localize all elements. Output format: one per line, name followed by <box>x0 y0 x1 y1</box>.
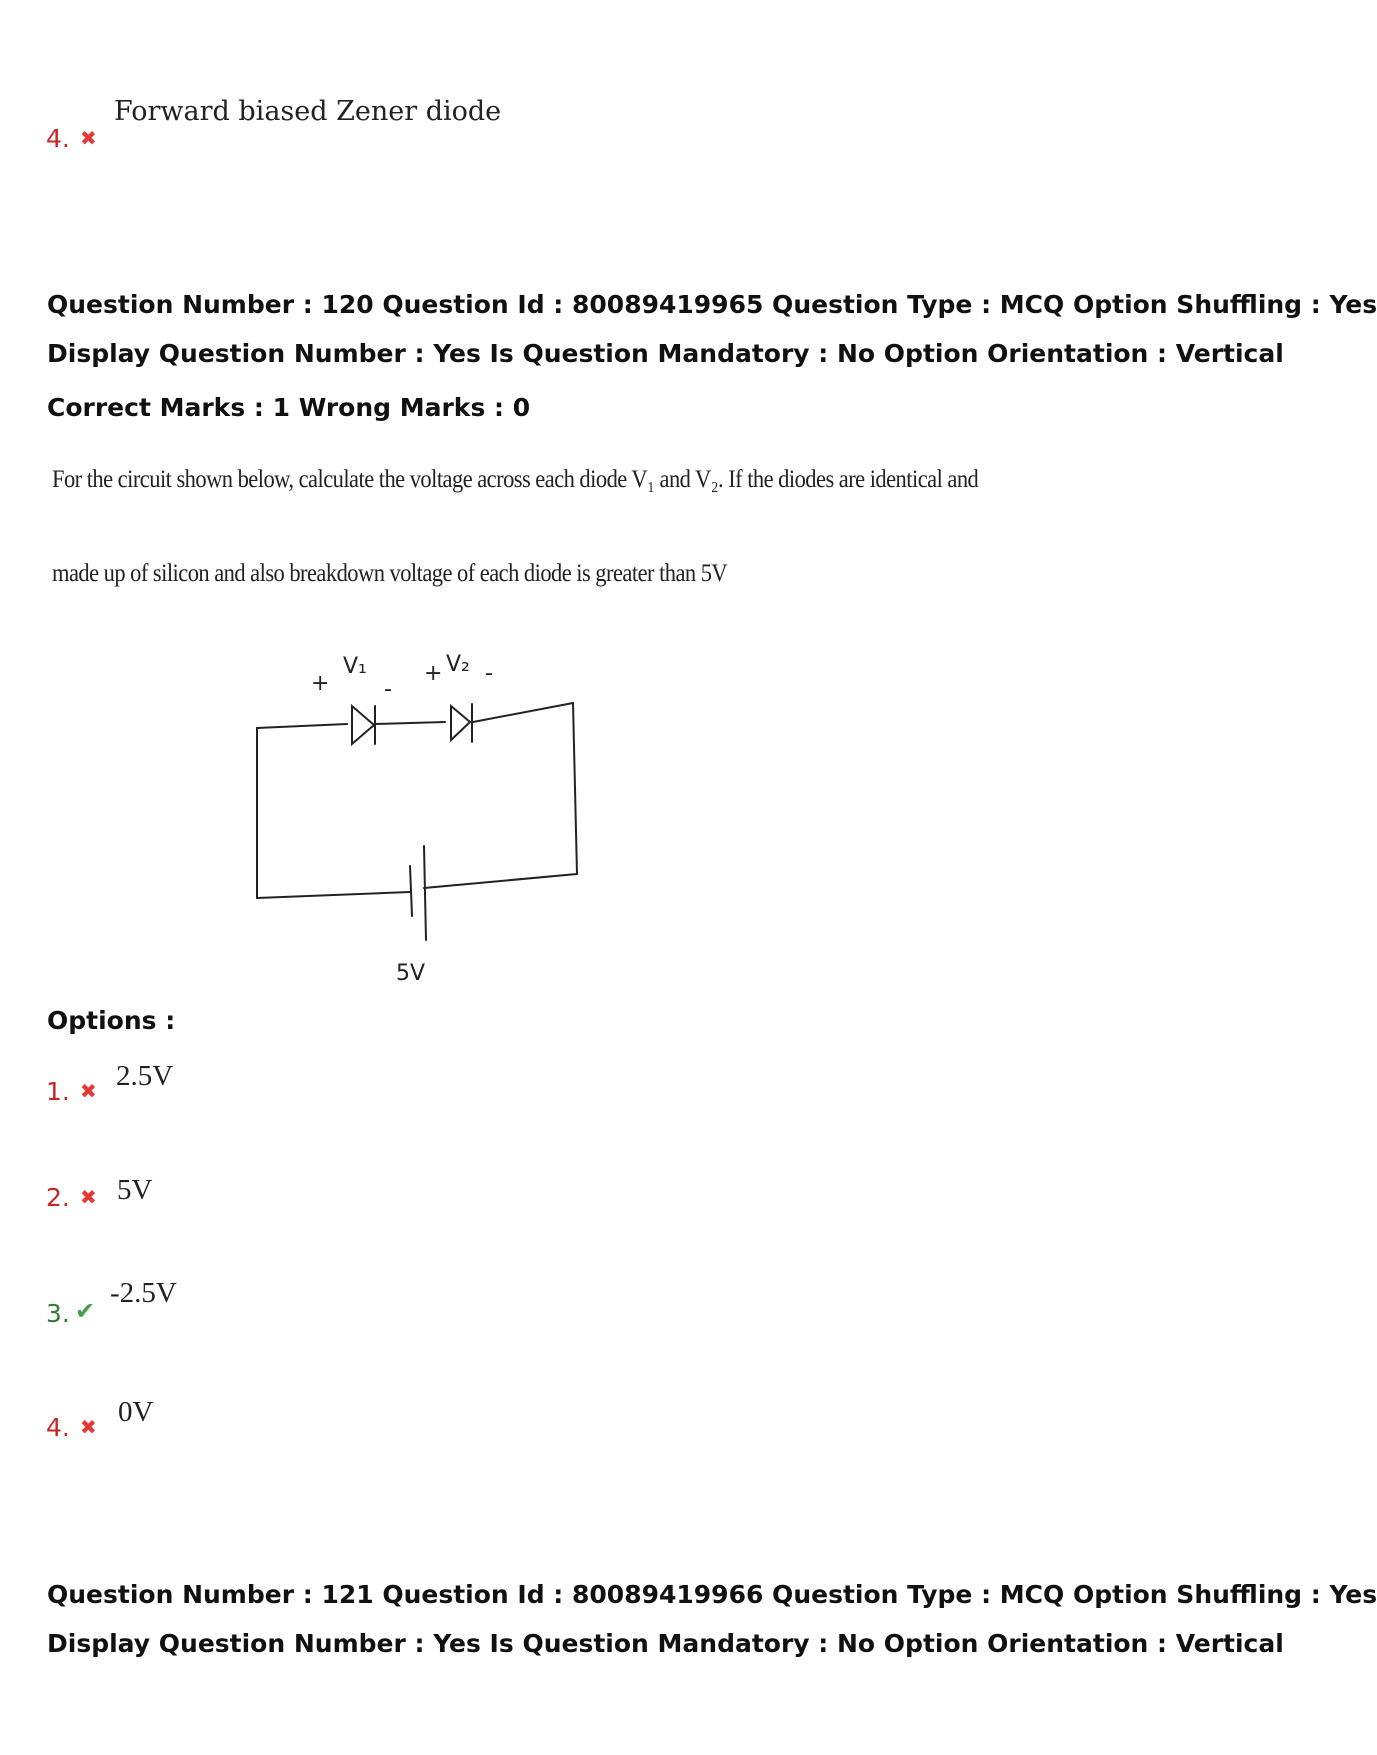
question-text-line2: made up of silicon and also breakdown voltage of each diode is greater than 5V <box>52 560 728 587</box>
q121-meta-line1: Question Number : 121 Question Id : 80089419966 Question Type : MCQ Option Shuffling : Yes <box>47 1580 1377 1609</box>
battery-plate-short <box>424 846 426 940</box>
option-2-text: 5V <box>117 1174 153 1206</box>
wrong-mark-icon: ✖ <box>80 1185 97 1209</box>
wrong-mark-icon: ✖ <box>80 1079 97 1103</box>
v1-minus-label: - <box>384 677 392 702</box>
prev-option-4-number: 4. <box>46 124 70 153</box>
option-1-number: 1. <box>46 1077 70 1106</box>
battery-plate-long <box>410 866 412 916</box>
option-2-number: 2. <box>46 1183 70 1212</box>
v2-minus-label: - <box>485 661 493 686</box>
battery-label: 5V <box>396 961 426 986</box>
q120-meta-line2: Display Question Number : Yes Is Question Mandatory : No Option Orientation : Vertical <box>47 339 1284 368</box>
q120-meta-line3: Correct Marks : 1 Wrong Marks : 0 <box>47 393 531 422</box>
option-3-number: 3. <box>46 1299 70 1328</box>
wire-bottom-left <box>257 892 410 898</box>
v1-label: V₁ <box>343 654 367 679</box>
correct-checkmark-icon: ✔ <box>75 1297 96 1325</box>
v1-plus-label: + <box>311 671 330 696</box>
q120-meta-line1: Question Number : 120 Question Id : 80089419965 Question Type : MCQ Option Shuffling : Yes <box>47 290 1377 319</box>
wire-bottom-right <box>424 874 577 888</box>
v2-label: V₂ <box>446 652 470 677</box>
options-heading: Options : <box>47 1006 176 1035</box>
wrong-mark-icon: ✖ <box>80 1415 97 1439</box>
option-1-text: 2.5V <box>116 1060 174 1092</box>
circuit-diagram <box>240 640 600 990</box>
wire-top-left <box>257 724 347 728</box>
option-4-text: 0V <box>118 1396 154 1428</box>
diode1-triangle <box>352 706 374 744</box>
prev-option-4-text: Forward biased Zener diode <box>114 96 502 127</box>
option-4-number: 4. <box>46 1413 70 1442</box>
wrong-mark-icon: ✖ <box>80 126 97 150</box>
q121-meta-line2: Display Question Number : Yes Is Question Mandatory : No Option Orientation : Vertical <box>47 1629 1284 1658</box>
wire-top-right <box>473 703 573 722</box>
question-text-line1: For the circuit shown below, calculate the voltage across each diode V₁ and V₂. If the diodes are identical and <box>52 466 979 493</box>
wire-right <box>573 703 577 874</box>
v2-plus-label: + <box>424 661 443 686</box>
wire-top-middle <box>375 722 445 724</box>
option-3-text: -2.5V <box>110 1277 177 1309</box>
diode2-triangle <box>451 706 470 740</box>
